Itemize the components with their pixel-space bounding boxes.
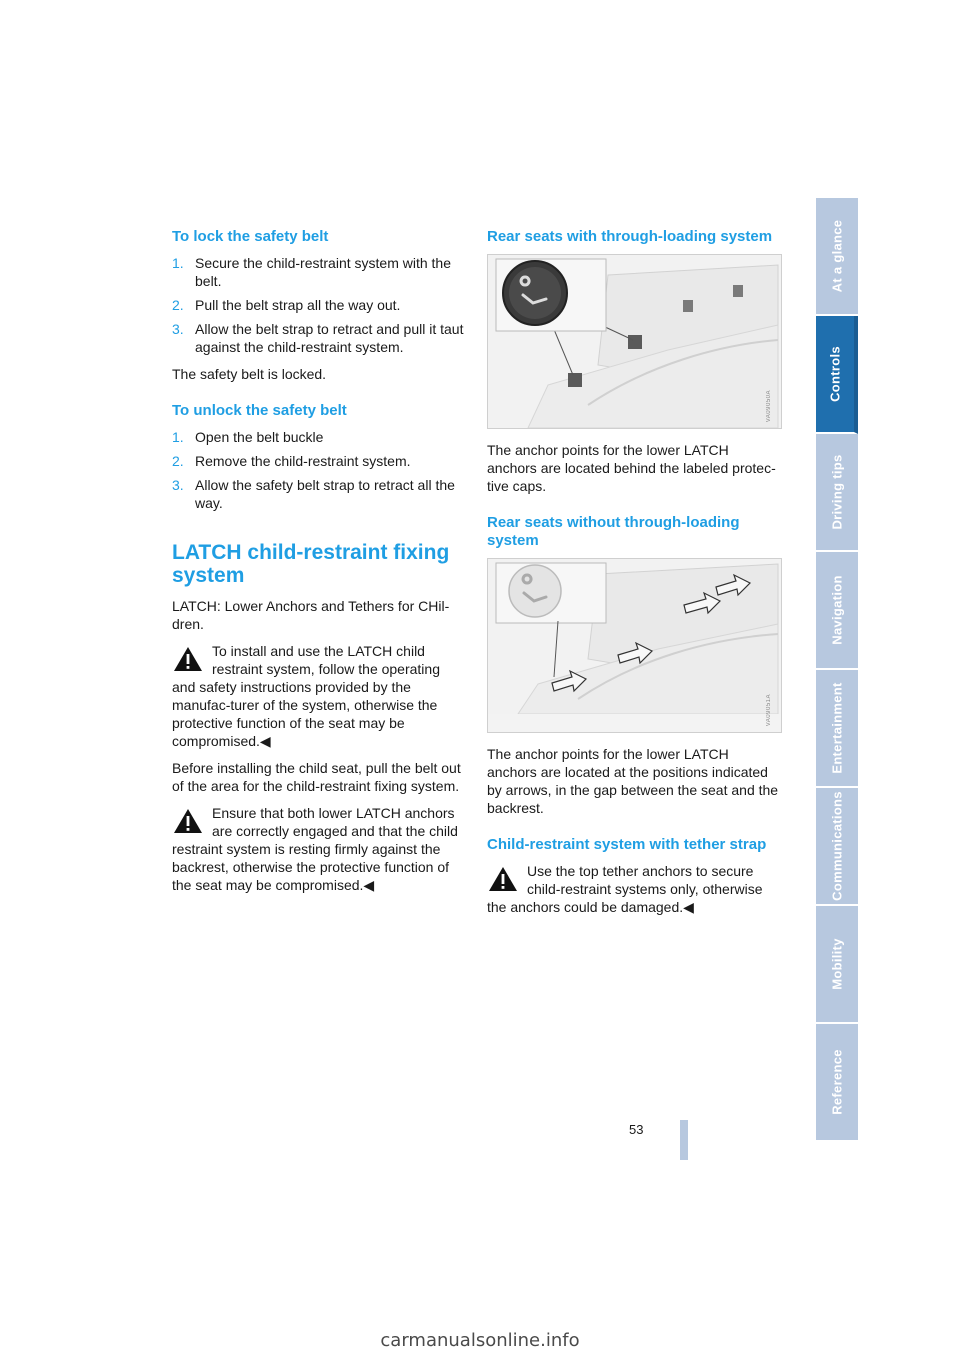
through-loading-text: The anchor points for the lower LATCH anchors are located behind the labeled protec-tive caps.: [487, 442, 776, 494]
tab-entertainment[interactable]: Entertainment: [816, 670, 858, 788]
warning-icon: [172, 645, 204, 673]
list-item: 2. Remove the child-restraint system.: [172, 453, 411, 469]
without-through-loading-heading: Rear seats without through-loading system: [487, 514, 740, 549]
tab-communications[interactable]: Communications: [816, 788, 858, 906]
tab-navigation[interactable]: Navigation: [816, 552, 858, 670]
list-item: 3. Allow the safety belt strap to retract all the way.: [172, 477, 455, 511]
left-column: [172, 228, 464, 903]
list-item: 1. Open the belt buckle: [172, 429, 324, 445]
latch-definition: LATCH: Lower Anchors and Tethers for CHil-dren.: [172, 598, 450, 632]
before-install-text: Before installing the child seat, pull the belt out of the area for the child-restraint fixing system.: [172, 760, 461, 794]
unlock-heading: To unlock the safety belt: [172, 402, 347, 419]
lock-result: The safety belt is locked.: [172, 366, 327, 382]
page-number-bar: [680, 1120, 688, 1160]
tab-controls[interactable]: Controls: [816, 316, 858, 434]
unlock-steps: [172, 428, 464, 512]
right-column: [487, 228, 781, 925]
tab-reference[interactable]: Reference: [816, 1024, 858, 1142]
seat-illustration: [488, 559, 781, 714]
lock-steps: [172, 254, 464, 356]
tab-at-a-glance[interactable]: At a glance: [816, 198, 858, 316]
tab-driving-tips[interactable]: Driving tips: [816, 434, 858, 552]
page-number: 53: [629, 1122, 644, 1137]
footer-watermark[interactable]: carmanualsonline.info: [0, 1324, 960, 1358]
seat-figure-without-through-loading: [487, 558, 782, 733]
section-tabs: [816, 198, 858, 1142]
seat-figure-through-loading: [487, 254, 782, 429]
list-item: 2. Pull the belt strap all the way out.: [172, 297, 401, 313]
seat-illustration: [488, 255, 781, 428]
warning-icon: [487, 865, 519, 893]
tether-strap-heading: Child-restraint system with tether strap: [487, 836, 767, 853]
figure-code: VA09050A: [766, 389, 772, 422]
warning-note: To install and use the LATCH child restraint system, follow the operating and safety instructions provided by the manufac-turer of the system, otherwise the protective function of the seat may be compromised.◀: [172, 643, 440, 749]
list-item: 1. Secure the child-restraint system with the belt.: [172, 255, 451, 289]
lock-heading: To lock the safety belt: [172, 228, 329, 245]
without-through-loading-text: The anchor points for the lower LATCH anchors are located at the positions indicated by arrows, in the gap between the seat and the backrest.: [487, 746, 779, 816]
figure-code: VA09051A: [766, 693, 772, 726]
warning-icon: [172, 807, 204, 835]
list-item: 3. Allow the belt strap to retract and pull it taut against the child-restraint system.: [172, 321, 464, 355]
latch-heading: LATCH child-restraint fixing system: [172, 541, 450, 587]
warning-note: Ensure that both lower LATCH anchors are correctly engaged and that the child restraint system is resting firmly against the backrest, otherwise the protective function of the seat may be compromised.◀: [172, 805, 458, 893]
tab-mobility[interactable]: Mobility: [816, 906, 858, 1024]
through-loading-heading: Rear seats with through-loading system: [487, 228, 773, 245]
warning-note: Use the top tether anchors to secure child-restraint systems only, otherwise the anchors could be damaged.◀: [487, 863, 763, 915]
